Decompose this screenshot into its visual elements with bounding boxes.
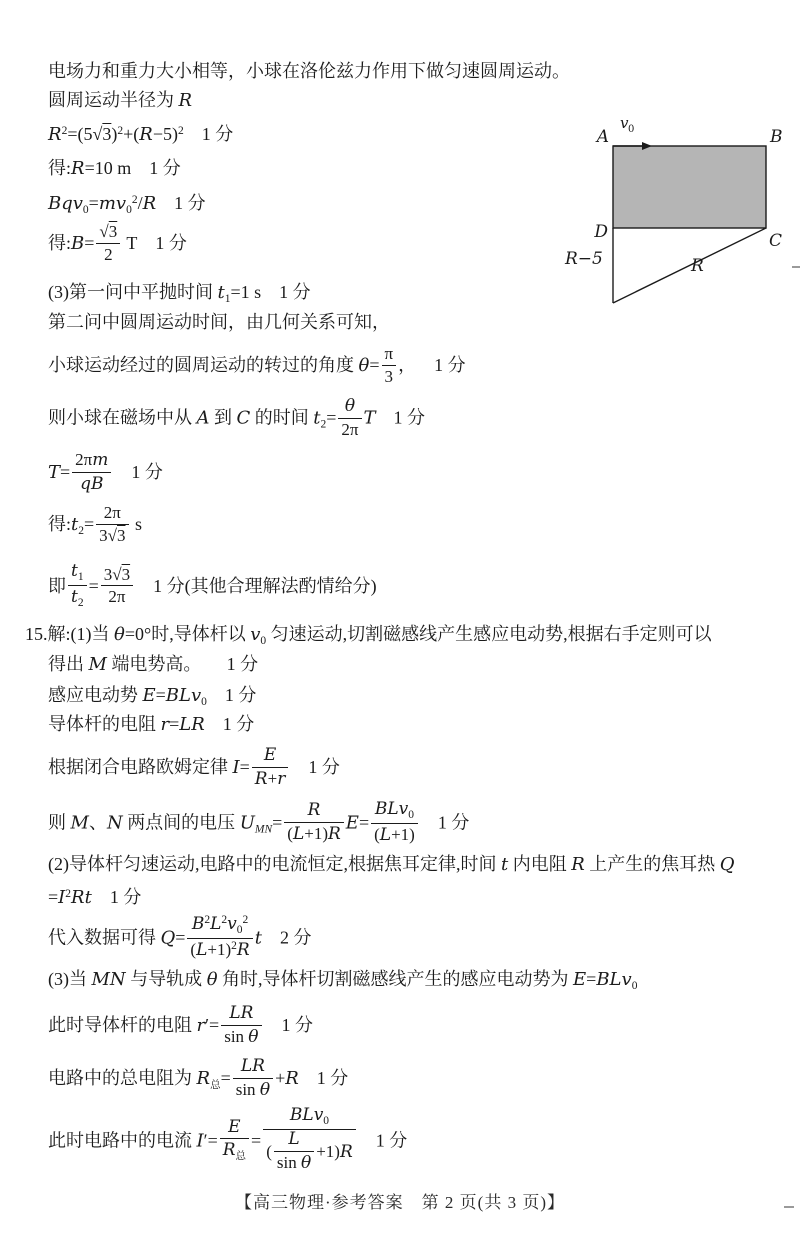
cjk-text: 感应电动势 — [48, 685, 143, 705]
superscript: 2 — [61, 125, 68, 137]
cjk-text: 匀速运动,切割磁感线产生感应电动势,根据右手定则可以 — [266, 624, 712, 644]
math-roman: ( — [374, 825, 380, 845]
math-variable: R — [254, 768, 268, 789]
math-roman: 2π — [75, 450, 93, 469]
answer-line — [48, 59, 570, 83]
cjk-text: 得: — [48, 233, 72, 254]
math-roman: +( — [123, 124, 140, 144]
subscript: 2 — [77, 597, 84, 610]
math-roman: s — [130, 514, 143, 535]
cjk-text: 1 分 — [149, 158, 181, 178]
cjk-text: 15.解:(1)当 — [25, 624, 114, 644]
answer-line — [48, 916, 311, 963]
math-variable: M — [70, 812, 89, 834]
math-variable: E — [573, 969, 587, 990]
cjk-text: 1 分 — [155, 233, 187, 254]
cjk-text: 1 分 — [174, 193, 206, 213]
cjk-text: 两点间的电压 — [122, 812, 240, 833]
math-variable: t — [71, 561, 78, 581]
math-variable: t — [71, 587, 78, 608]
cjk-text: 得: — [48, 158, 72, 178]
fraction — [221, 1003, 261, 1047]
math-variable: E — [142, 685, 156, 706]
sqrt-radical: √3 — [112, 564, 131, 584]
math-variable: N — [106, 812, 123, 834]
subscript: 1 — [224, 293, 231, 305]
math-variable: E — [345, 812, 359, 834]
answer-line — [48, 852, 735, 877]
fraction — [96, 503, 128, 545]
cjk-text: (2)导体杆匀速运动,电路中的电流恒定,根据焦耳定律,时间 — [48, 854, 501, 874]
math-roman: sin — [235, 1079, 260, 1099]
cjk-text: ， — [398, 355, 417, 376]
cjk-text: 1 分 — [226, 654, 259, 674]
math-variable: BLv — [165, 685, 202, 706]
superscript: 2 — [221, 914, 228, 926]
subscript: 2 — [320, 418, 327, 431]
math-roman: 3 — [384, 366, 394, 386]
fraction — [233, 1056, 273, 1100]
math-roman: +1) — [391, 825, 415, 845]
answer-line — [48, 156, 181, 181]
cjk-text: 的时间 — [250, 407, 314, 428]
math-roman: = — [326, 407, 337, 428]
math-variable: R — [285, 1068, 299, 1090]
subscript: 0 — [82, 204, 89, 216]
velocity-label: v — [620, 114, 629, 132]
cjk-text: 1 分(其他合理解法酌情给分) — [153, 575, 377, 596]
math-variable: L — [196, 940, 208, 961]
cjk-text: 则小球在磁场中从 — [48, 407, 197, 428]
answer-line — [48, 398, 425, 441]
math-variable: T — [48, 462, 61, 484]
math-roman: 2π — [108, 587, 126, 607]
answer-line — [25, 622, 712, 653]
math-variable: θ — [206, 969, 218, 990]
math-roman: sin — [276, 1152, 301, 1172]
fraction — [187, 914, 252, 961]
cjk-text: 小球运动经过的圆周运动的转过的角度 — [48, 355, 359, 376]
subscript: 总 — [210, 1080, 221, 1092]
subscript: 0 — [236, 924, 243, 936]
cjk-text: (3)当 — [48, 969, 92, 989]
hypotenuse-label-r: R — [691, 256, 704, 276]
math-variable: r — [277, 768, 286, 789]
math-roman: 2 — [104, 244, 113, 264]
math-roman: = — [84, 514, 95, 535]
fraction — [72, 450, 111, 494]
cjk-text: 时,导体杆以 — [151, 624, 251, 644]
answer-line — [48, 967, 637, 998]
cjk-text: (3)第一问中平抛时间 — [48, 282, 218, 302]
math-variable: t — [217, 282, 225, 303]
math-roman: π — [384, 344, 394, 363]
superscript: 2 — [204, 914, 211, 926]
math-variable: θ — [248, 1026, 259, 1047]
vertex-label-b: B — [770, 127, 783, 147]
math-variable: R — [327, 823, 341, 844]
answer-line — [48, 452, 163, 496]
math-roman: =10 m — [84, 158, 132, 178]
math-variable: θ — [259, 1079, 271, 1100]
cjk-text: 则 — [48, 812, 71, 833]
math-variable: I — [196, 1130, 204, 1152]
answer-line — [48, 1107, 407, 1177]
cjk-text: 第二问中圆周运动时间，由几何关系可知， — [48, 312, 390, 332]
fraction — [263, 1105, 356, 1175]
math-roman: =(5 — [67, 124, 93, 144]
math-variable: θ — [300, 1152, 312, 1173]
answer-line — [48, 224, 187, 266]
subscript: 0 — [126, 204, 132, 216]
subscript: 0 — [260, 635, 267, 647]
subscript: 0 — [631, 980, 638, 992]
answer-line — [48, 1005, 313, 1049]
fraction — [382, 344, 397, 386]
cjk-text: 即 — [48, 575, 66, 596]
answer-line — [48, 280, 311, 311]
cjk-text: 电场力和重力大小相等，小球在洛伦兹力作用下做匀速圆周运动。 — [48, 61, 570, 81]
math-roman: = — [239, 757, 250, 778]
math-roman: ′= — [203, 1130, 218, 1151]
math-variable: v — [250, 624, 261, 645]
math-roman: 3 — [99, 525, 108, 545]
answer-line — [48, 310, 390, 334]
answer-line — [48, 88, 192, 113]
scan-artifact — [784, 1206, 794, 1208]
vertex-label-a: A — [596, 127, 609, 147]
answer-line — [48, 119, 233, 147]
math-variable: t — [71, 514, 79, 536]
sqrt-radical: √3 — [107, 525, 126, 545]
math-roman: = — [272, 812, 283, 833]
math-roman: / — [137, 193, 143, 213]
math-variable: R — [48, 124, 62, 145]
math-roman: ( — [266, 1142, 272, 1162]
cjk-text: 1 分 — [393, 407, 426, 428]
cjk-text: 得: — [48, 514, 72, 535]
subscript: 1 — [77, 571, 84, 583]
math-roman: ) — [111, 124, 118, 144]
cjk-text: 内电阻 — [508, 854, 572, 874]
answer-line — [48, 882, 141, 910]
math-variable: r — [196, 1015, 206, 1037]
sqrt-radical: √3 — [99, 222, 118, 241]
math-variable: R — [571, 854, 585, 875]
math-variable: BLv — [374, 799, 409, 819]
math-variable: LR — [240, 1056, 265, 1076]
math-roman: = — [369, 355, 380, 376]
sqrt-radical: √3 — [92, 124, 112, 144]
cjk-text: 1 分 — [131, 462, 163, 483]
math-variable: θ — [114, 624, 125, 645]
math-roman: + — [275, 1068, 286, 1089]
math-roman: = — [88, 575, 99, 596]
math-variable: t — [501, 854, 509, 875]
math-roman: 3 — [103, 564, 113, 584]
math-variable: R — [339, 1142, 353, 1163]
math-variable: L — [210, 914, 222, 934]
superscript: 2 — [177, 125, 184, 137]
fraction — [371, 799, 418, 846]
answer-line — [48, 563, 377, 612]
cjk-text: 此时导体杆的电阻 — [48, 1015, 197, 1036]
superscript: 2 — [117, 125, 124, 137]
math-variable: R — [236, 940, 250, 961]
velocity-label-subscript: 0 — [628, 124, 635, 135]
fraction — [101, 565, 133, 607]
cjk-text: 端电势高。 — [106, 654, 202, 674]
math-variable: BLv — [596, 969, 632, 990]
math-variable: t — [313, 407, 321, 429]
math-variable: L — [288, 1129, 300, 1150]
math-roman: = — [48, 887, 59, 907]
cjk-text: 1 分 — [281, 1015, 314, 1036]
superscript: 2 — [65, 888, 72, 900]
math-roman: = — [88, 193, 99, 213]
cjk-text: 1 分 — [434, 355, 466, 376]
math-roman: =0° — [124, 624, 152, 644]
answer-line — [48, 683, 256, 714]
cjk-text: 1 分 — [222, 714, 255, 734]
cjk-text: 代入数据可得 — [48, 927, 161, 948]
math-variable: R — [222, 1140, 236, 1161]
math-variable: θ — [358, 355, 370, 377]
math-variable: T — [363, 407, 376, 429]
cjk-text: 根据闭合电路欧姆定律 — [48, 757, 233, 778]
answer-line — [48, 747, 340, 791]
math-roman: +1) — [316, 1142, 340, 1162]
cjk-text: 2 分 — [279, 927, 312, 948]
fraction — [96, 222, 120, 264]
math-roman: ( — [287, 823, 293, 843]
math-variable: R — [307, 800, 321, 821]
subscript: 2 — [78, 525, 84, 538]
cjk-text: 1 分 — [437, 812, 470, 833]
math-roman: =1 s — [230, 282, 262, 302]
hypotenuse-line — [613, 228, 766, 303]
math-roman: = — [84, 233, 95, 254]
superscript: 2 — [231, 940, 237, 953]
math-variable: Q — [160, 927, 176, 949]
subscript: MN — [254, 823, 273, 836]
math-variable: A — [196, 407, 210, 429]
math-variable: BLv — [289, 1105, 324, 1125]
math-variable: I — [58, 887, 66, 908]
math-variable: θ — [344, 396, 356, 416]
cjk-text: 1 分 — [375, 1130, 408, 1151]
fraction — [284, 800, 344, 844]
math-variable: R — [71, 158, 85, 179]
cjk-text: 到 — [209, 407, 237, 428]
answer-line — [48, 652, 258, 677]
answer-line — [48, 712, 254, 737]
math-roman: = — [251, 1130, 262, 1151]
math-variable: U — [239, 812, 255, 834]
math-roman: −5) — [152, 124, 178, 144]
math-variable: r — [160, 714, 170, 735]
math-roman: 2π — [341, 419, 359, 439]
math-variable: mv — [98, 193, 127, 214]
cjk-text: 此时电路中的电流 — [48, 1130, 197, 1151]
math-variable: v — [227, 914, 237, 934]
cjk-text: 1 分 — [109, 887, 142, 907]
math-roman: ′= — [205, 1015, 220, 1036]
physics-diagram — [563, 108, 795, 313]
fraction — [252, 745, 289, 789]
cjk-text: 、 — [88, 812, 107, 833]
math-roman: 2π — [103, 503, 121, 522]
subscript: 0 — [323, 1115, 330, 1127]
cjk-text: 1 分 — [316, 1068, 349, 1089]
superscript: 2 — [131, 194, 138, 206]
answer-line — [48, 801, 469, 848]
math-variable: L — [292, 823, 305, 844]
math-roman: +1) — [304, 823, 328, 843]
cjk-text: 圆周运动半径为 — [48, 90, 179, 110]
math-roman: +1) — [207, 940, 232, 960]
math-variable: R — [178, 90, 193, 111]
cjk-text: 1 分 — [308, 757, 340, 778]
cjk-text: 1 分 — [279, 282, 311, 302]
math-variable: LR — [229, 1003, 254, 1023]
fraction — [338, 396, 361, 439]
math-variable: C — [236, 407, 251, 429]
cjk-text: 电路中的总电阻为 — [48, 1068, 197, 1089]
math-variable: R — [139, 124, 153, 145]
answer-line — [48, 1058, 348, 1102]
math-roman: = — [169, 714, 180, 734]
math-roman: = — [358, 812, 370, 833]
vertex-label-d: D — [594, 222, 608, 242]
math-variable: M — [88, 654, 107, 675]
math-variable: B — [71, 233, 85, 255]
vertex-label-c: C — [769, 231, 783, 251]
side-label-r-minus-5: R−5 — [565, 249, 603, 269]
magnetic-field-region — [613, 146, 766, 228]
math-roman: = — [586, 969, 597, 989]
subscript: 总 — [235, 1151, 247, 1163]
math-roman: ( — [190, 940, 197, 960]
scan-artifact — [792, 266, 800, 268]
cjk-text: 上产生的焦耳热 — [584, 854, 720, 874]
superscript: 2 — [242, 914, 249, 926]
page-footer: 【高三物理·参考答案 第 2 页(共 3 页)】 — [235, 1193, 565, 1212]
cjk-text: 1 分 — [201, 124, 234, 144]
math-variable: qB — [80, 473, 104, 494]
answer-line — [48, 188, 206, 222]
math-variable: E — [228, 1116, 241, 1137]
fraction — [274, 1129, 314, 1173]
math-variable: B — [191, 914, 205, 934]
fraction — [68, 561, 87, 610]
cjk-text: 得出 — [48, 654, 89, 674]
math-variable: Bqv — [48, 193, 83, 214]
answer-line — [48, 346, 466, 388]
fraction — [220, 1117, 249, 1164]
math-variable: m — [92, 450, 109, 470]
math-variable: L — [379, 825, 392, 846]
math-roman: sin — [224, 1026, 249, 1046]
math-variable: t — [254, 927, 262, 949]
cjk-text: 与导轨成 — [125, 969, 207, 989]
math-variable: LR — [179, 714, 205, 735]
math-variable: Rt — [71, 887, 92, 908]
math-variable: MN — [91, 969, 126, 990]
math-roman: = — [60, 462, 71, 483]
cjk-text: 1 分 — [224, 685, 257, 705]
cjk-text: 导体杆的电阻 — [48, 714, 161, 734]
subscript: 0 — [201, 696, 207, 708]
math-variable: E — [263, 745, 277, 765]
math-variable: R — [196, 1068, 211, 1090]
cjk-text: 角时,导体杆切割磁感线产生的感应电动势为 — [217, 969, 574, 989]
math-variable: I — [232, 757, 240, 779]
math-variable: Q — [719, 854, 735, 875]
math-roman: + — [267, 768, 278, 788]
subscript: 0 — [408, 809, 415, 821]
math-roman: = — [220, 1068, 231, 1089]
math-roman: T — [122, 233, 138, 254]
math-roman: = — [155, 685, 166, 705]
math-roman: = — [175, 927, 186, 948]
answer-line — [48, 505, 142, 547]
math-variable: R — [142, 193, 157, 214]
